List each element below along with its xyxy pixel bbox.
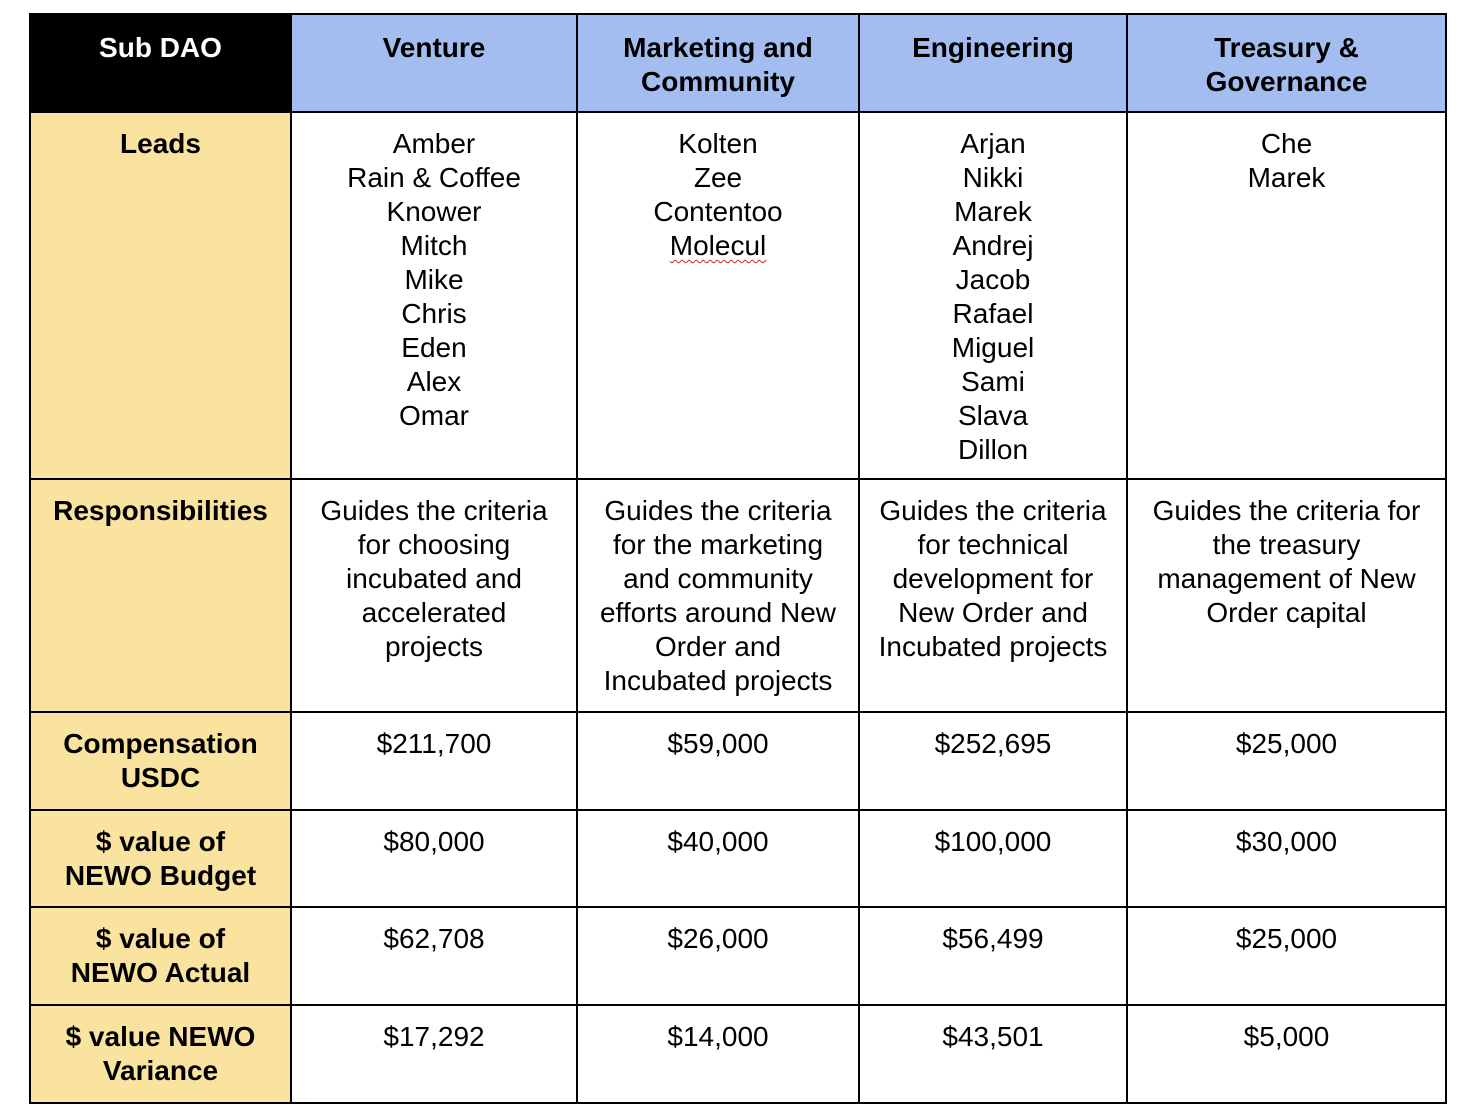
- lead-name: Che: [1260, 128, 1313, 159]
- lead-name-spellcheck-flagged: Molecul: [669, 230, 767, 261]
- responsibilities-venture: Guides the criteria for choosing incubated and accelerated projects: [291, 479, 577, 712]
- lead-name: Andrej: [952, 230, 1034, 261]
- lead-name: Eden: [401, 332, 467, 363]
- lead-name: Rain & Coffee: [347, 162, 521, 193]
- compensation-treasury: $25,000: [1127, 712, 1446, 810]
- lead-name: Slava: [957, 400, 1029, 431]
- budget-engineering: $100,000: [859, 810, 1127, 907]
- leads-venture: [291, 112, 577, 479]
- lead-name: Miguel: [951, 332, 1035, 363]
- actual-row: [30, 907, 1446, 1005]
- variance-venture: $17,292: [291, 1005, 577, 1103]
- variance-engineering: $43,501: [859, 1005, 1127, 1103]
- leads-row: [30, 112, 1446, 479]
- row-label-compensation: Compensation USDC: [30, 712, 291, 810]
- lead-name: Mike: [404, 264, 464, 295]
- compensation-marketing: $59,000: [577, 712, 859, 810]
- header-treasury-governance: Treasury & Governance: [1127, 14, 1446, 112]
- budget-marketing: $40,000: [577, 810, 859, 907]
- variance-row: [30, 1005, 1446, 1103]
- lead-name: Jacob: [955, 264, 1031, 295]
- lead-name: Amber: [392, 128, 476, 159]
- lead-name: Alex: [406, 366, 462, 397]
- header-marketing-community: Marketing and Community: [577, 14, 859, 112]
- actual-engineering: $56,499: [859, 907, 1127, 1005]
- sub-dao-table: [29, 13, 1447, 1104]
- header-venture: Venture: [291, 14, 577, 112]
- variance-treasury: $5,000: [1127, 1005, 1446, 1103]
- lead-name: Marek: [954, 196, 1032, 227]
- row-label-budget: $ value of NEWO Budget: [30, 810, 291, 907]
- actual-marketing: $26,000: [577, 907, 859, 1005]
- lead-name: Nikki: [962, 162, 1024, 193]
- lead-name: Dillon: [957, 434, 1029, 465]
- header-sub-dao: Sub DAO: [30, 14, 291, 112]
- actual-venture: $62,708: [291, 907, 577, 1005]
- row-label-responsibilities: Responsibilities: [30, 479, 291, 712]
- row-label-leads: Leads: [30, 112, 291, 479]
- budget-treasury: $30,000: [1127, 810, 1446, 907]
- budget-venture: $80,000: [291, 810, 577, 907]
- compensation-venture: $211,700: [291, 712, 577, 810]
- lead-name: Zee: [693, 162, 743, 193]
- actual-treasury: $25,000: [1127, 907, 1446, 1005]
- header-row: [30, 14, 1446, 112]
- variance-marketing: $14,000: [577, 1005, 859, 1103]
- leads-treasury: [1127, 112, 1446, 479]
- compensation-row: [30, 712, 1446, 810]
- responsibilities-treasury: Guides the criteria for the treasury management of New Order capital: [1127, 479, 1446, 712]
- leads-marketing: [577, 112, 859, 479]
- lead-name: Arjan: [960, 128, 1026, 159]
- lead-name: Contentoo: [653, 196, 783, 227]
- budget-row: [30, 810, 1446, 907]
- lead-name: Kolten: [678, 128, 758, 159]
- lead-name: Sami: [961, 366, 1025, 397]
- lead-name: Rafael: [952, 298, 1034, 329]
- leads-engineering: [859, 112, 1127, 479]
- row-label-actual: $ value of NEWO Actual: [30, 907, 291, 1005]
- responsibilities-engineering: Guides the criteria for technical development for New Order and Incubated projects: [859, 479, 1127, 712]
- header-engineering: Engineering: [859, 14, 1127, 112]
- lead-name: Omar: [399, 400, 469, 431]
- responsibilities-row: [30, 479, 1446, 712]
- row-label-variance: $ value NEWO Variance: [30, 1005, 291, 1103]
- responsibilities-marketing: Guides the criteria for the marketing and community efforts around New Order and Incubated projects: [577, 479, 859, 712]
- lead-name: Knower: [386, 196, 482, 227]
- lead-name: Mitch: [400, 230, 468, 261]
- lead-name: Marek: [1247, 162, 1326, 193]
- lead-name: Chris: [401, 298, 467, 329]
- compensation-engineering: $252,695: [859, 712, 1127, 810]
